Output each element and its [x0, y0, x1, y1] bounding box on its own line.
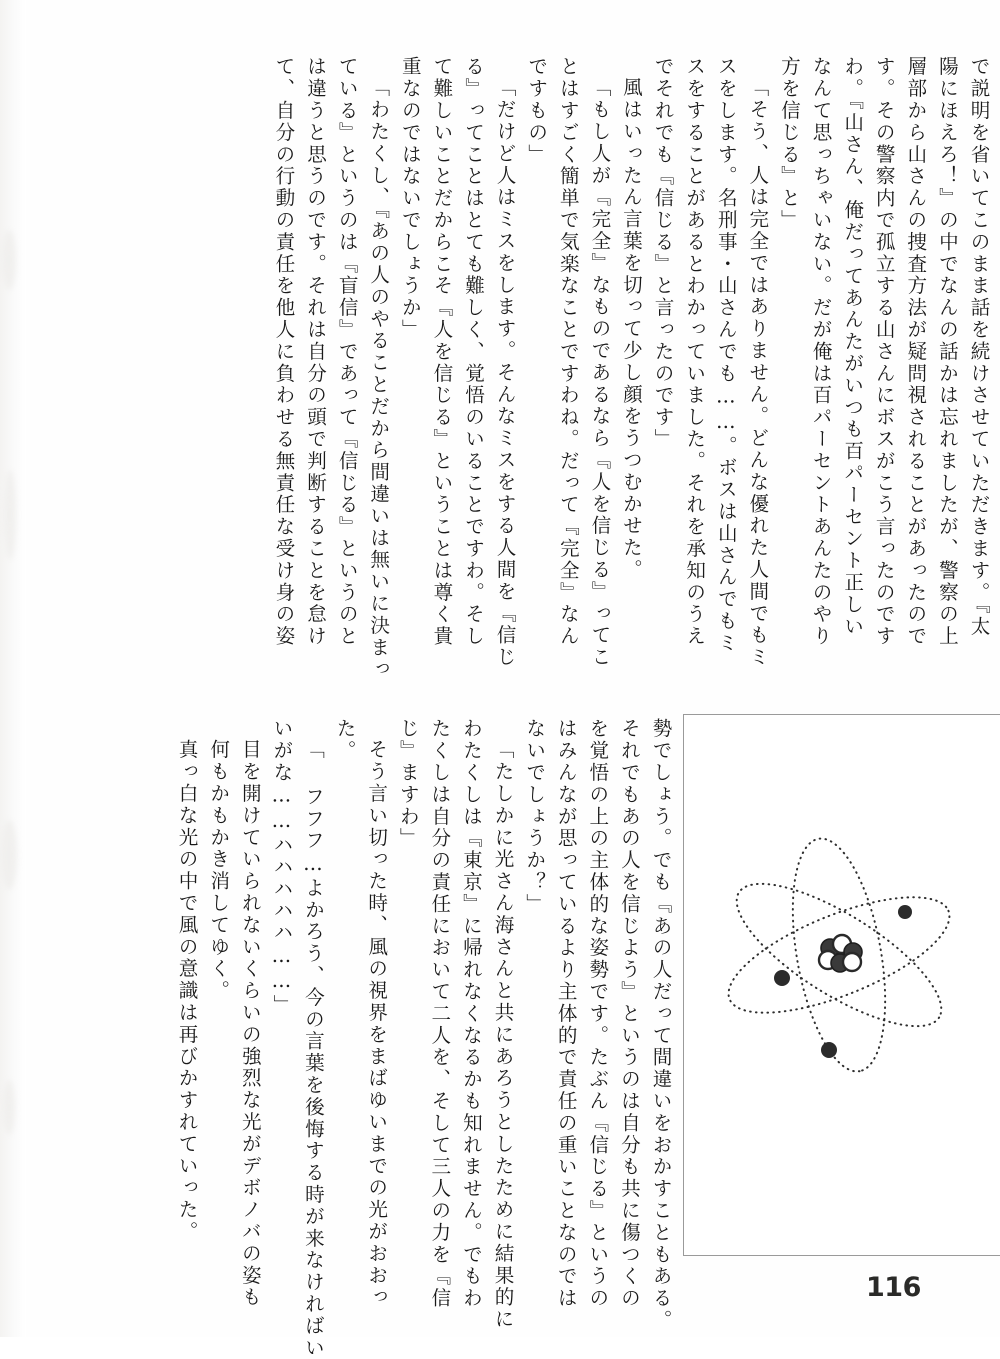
text-column: とはすごく簡単で気楽なことですわね。だって『完全』なん	[556, 56, 580, 648]
scan-edge-shadow	[0, 0, 26, 1337]
text-column: わ。『山さん、俺だってあんたがいつも百パーセント正しい	[840, 56, 864, 638]
text-column: で説明を省いてこのまま話を続けさせていただきます。『太	[967, 56, 990, 638]
text-column: 「もし人が『完全』なものであるなら『人を信じる』ってこ	[587, 77, 611, 669]
text-column: 風はいったん言葉を切って少し顔をうつむかせた。	[619, 77, 643, 581]
text-column: 方を信じる』と」	[777, 56, 801, 232]
atom-electrons	[774, 905, 912, 1058]
atom-nucleus	[819, 935, 862, 972]
text-column: スをすることがあるとわかっていました。それを承知のうえ	[682, 56, 706, 648]
text-column: を覚悟の上の主体的な姿勢です。たぶん『信じる』というの	[585, 718, 609, 1310]
text-column: 勢でしょう。でも『あの人だって間違いをおかすこともある。	[649, 718, 672, 1332]
text-column: わたくしは『東京』に帰れなくなるかも知れません。でもわ	[459, 718, 483, 1310]
text-column: 「わたくし、『あの人のやることだから間違いは無いに決まっ	[366, 77, 390, 681]
electron-1	[898, 905, 912, 919]
text-column: なんて思っちゃいない。だが俺は百パーセントあんたのやり	[809, 56, 833, 648]
text-column: 何もかもかき消してゆく。	[206, 739, 230, 1002]
scan-blotch	[3, 1080, 15, 1135]
text-column: じ』ますわ」	[396, 718, 420, 850]
text-column: す。その警察内で孤立する山さんにボスがこう言ったのです	[872, 56, 896, 648]
text-column: はみんなが思っているより主体的で責任の重いことなのでは	[554, 718, 578, 1310]
text-column: でそれでも『信じる』と言ったのです」	[651, 56, 675, 451]
text-column: 重なのではないでしょうか」	[398, 56, 422, 341]
text-column: る』ってことはとても難しく、覚悟のいることですわ。そし	[461, 56, 485, 648]
illustration-frame	[683, 714, 1000, 1256]
page-number: 116	[866, 1272, 921, 1303]
text-column: た。	[333, 718, 357, 762]
scan-blotch	[1, 820, 17, 890]
nucleus-particle-6	[843, 953, 861, 971]
lower-text-block	[165, 718, 672, 1359]
text-column: 陽にほえろ！』の中でなんの話かは忘れましたが、警察の上	[935, 56, 959, 648]
text-column: たくしは自分の責任において二人を、そして三人の力を『信	[427, 718, 451, 1310]
text-column: て、自分の行動の責任を他人に負わせる無責任な受け身の姿	[271, 56, 295, 648]
text-column: は違うと思うのです。それは自分の頭で判断することを怠け	[303, 56, 327, 648]
electron-2	[774, 970, 790, 986]
text-column: 「だけど人はミスをします。そんなミスをする人間を『信じ	[493, 77, 517, 669]
text-column: いがな……ハハハハハ……」	[269, 718, 293, 1017]
text-column: それでもあの人を信じよう』というのは自分も共に傷つくの	[617, 718, 641, 1310]
text-column: 層部から山さんの捜査方法が疑問視されることがあったので	[903, 56, 927, 648]
text-column: て難しいことだからこそ『人を信じる』ということは尊く貴	[429, 56, 453, 648]
upper-text-block	[261, 56, 990, 681]
text-column: 「たしかに光さん海さんと共にあろうとしたために結果的に	[491, 739, 515, 1331]
text-column: 目を開けていられないくらいの強烈な光がデボノバの姿も	[238, 739, 262, 1309]
text-column: スをします。名刑事・山さんでも……。ボスは山さんでもミ	[714, 56, 738, 655]
scan-blotch	[4, 470, 16, 560]
text-column: そう言い切った時、風の視界をまばゆいまでの光がおおっ	[364, 739, 388, 1309]
electron-3	[821, 1042, 837, 1058]
atom-icon	[692, 833, 962, 1083]
text-column: ている』というのは『盲信』であって『信じる』というのと	[335, 56, 359, 648]
text-column: 真っ白な光の中で風の意識は再びかすれていった。	[175, 739, 199, 1243]
scan-blotch	[2, 230, 16, 290]
text-column: ですもの」	[524, 56, 548, 166]
text-column: 「 フフフ…よかろう、今の言葉を後悔する時が来なければい	[301, 739, 325, 1359]
text-column: ないでしょうか？」	[522, 718, 546, 916]
text-column: 「そう、人は完全ではありません。どんな優れた人間でもミ	[745, 77, 769, 669]
